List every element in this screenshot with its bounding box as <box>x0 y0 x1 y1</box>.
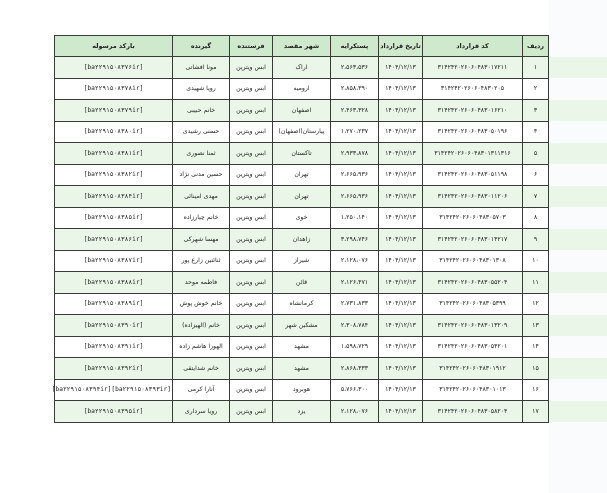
table-cell: ۳،۲۹۸،۷۴۶ <box>331 229 379 251</box>
table-cell: ابس ویترین <box>230 78 273 100</box>
table-cell: ابس ویترین <box>230 121 273 143</box>
table-cell: فاطمه موحد <box>173 272 230 294</box>
table-header <box>55 36 549 57</box>
table-cell: [ba۲۲۹۱۵۰۸۳۹۰ir] <box>55 315 173 337</box>
table-cell: خانم شدایتقی <box>173 358 230 380</box>
table-cell: تهران <box>273 186 331 208</box>
table-cell: [ba۲۲۹۱۵۰۸۳۸۵ir] <box>55 207 173 229</box>
table-cell: ۱۴۰۴/۱۲/۱۳ <box>379 207 423 229</box>
table-cell: ۵،۷۶۶،۳۰۰ <box>331 379 379 401</box>
table-cell: [ba۲۲۹۱۵۰۸۳۸۶ir] <box>55 229 173 251</box>
table-row <box>55 143 549 165</box>
table-cell: ثنائتین زارع پور <box>173 250 230 272</box>
table-cell: ۲،۹۳۳،۸۷۸ <box>331 143 379 165</box>
table-cell: ۳۱۴۲۴۲۰۲۶۰۶۰۴۸۳۰۵۳۹۹ <box>423 293 523 315</box>
column-header: شهر مقصد <box>273 36 331 57</box>
header-row <box>55 36 549 57</box>
row-band <box>549 229 607 251</box>
table-cell: ۱۴۰۴/۱۲/۱۳ <box>379 379 423 401</box>
table-body <box>51 57 549 423</box>
table-cell: حسین مدنی نژاد <box>173 164 230 186</box>
table-cell: شیراز <box>273 250 331 272</box>
table-cell: مهدی امینائی <box>173 186 230 208</box>
table-cell: ۳۱۴۲۴۲۰۲۶۰۶۰۴۸۳۰۱۴۲۱۷ <box>423 229 523 251</box>
table-cell: [ba۲۲۹۱۵۰۸۳۹۲ir] <box>55 358 173 380</box>
table-cell: رویا شهیدی <box>173 78 230 100</box>
table-cell: ابس ویترین <box>230 186 273 208</box>
table-cell: ابس ویترین <box>230 57 273 79</box>
column-header: ردیف <box>523 36 549 57</box>
table-cell: ۳۱۴۲۴۲۰۲۶۰۶۰۴۸۳۰۱۷۲۱۱ <box>423 57 523 79</box>
table-cell: پیارستان(اصفهان) <box>273 121 331 143</box>
row-band <box>549 272 607 294</box>
table-cell: کرمانشاه <box>273 293 331 315</box>
table-cell: [ba۲۲۹۱۵۰۸۳۸۱ir] <box>55 143 173 165</box>
table-cell: تهران <box>273 164 331 186</box>
table-cell: ۲ <box>523 78 549 100</box>
table-cell: ۲،۸۵۸،۳۹۰ <box>331 78 379 100</box>
table-cell: خانم چیارزاده <box>173 207 230 229</box>
table-cell: ۳۱۴۲۴۲۰۲۶۰۶۰۴۸۳۰۱۱۲۰۶ <box>423 186 523 208</box>
table-row <box>55 207 549 229</box>
table-cell: ۱۴۰۴/۱۲/۱۳ <box>379 229 423 251</box>
table-cell: ۱،۲۵۰،۱۴۰ <box>331 207 379 229</box>
row-band <box>549 401 607 423</box>
table-cell: [ba۲۲۹۱۵۰۸۳۹۱ir] <box>55 336 173 358</box>
table-row <box>55 272 549 294</box>
table-cell: ابس ویترین <box>230 293 273 315</box>
table-cell: ۳۱۴۲۴۲۰۲۶۰۶۰۴۸۳۰۱۳۲۰۹ <box>423 315 523 337</box>
table-cell: [ba۲۲۹۱۵۰۸۳۷۶ir] <box>55 57 173 79</box>
table-cell: ۲،۱۲۸،۰۷۶ <box>331 250 379 272</box>
table-cell: ابس ویترین <box>230 229 273 251</box>
table-cell: [ba۲۲۹۱۵۰۸۳۸۲ir] <box>55 164 173 186</box>
table-row <box>55 358 549 380</box>
table-cell: ۷ <box>523 186 549 208</box>
table-row <box>55 100 549 122</box>
table-cell: ۱۳ <box>523 315 549 337</box>
table-cell: ارومیه <box>273 78 331 100</box>
table-cell: ۸ <box>523 207 549 229</box>
table-cell: [ba۲۲۹۱۵۰۸۳۷۸ir] <box>55 78 173 100</box>
table-cell: مهسا شهرکی <box>173 229 230 251</box>
table-cell: الهورا هاشم زاده <box>173 336 230 358</box>
table-cell: ۵ <box>523 143 549 165</box>
table-cell: ۳۱۴۲۴۲۰۲۶۰۶۰۴۸۳۰۵۱۱۹۸ <box>423 164 523 186</box>
table-cell: ۳۱۴۲۴۲۰۲۶۰۶۰۴۸۳۰۱۶۲۱۰ <box>423 100 523 122</box>
row-band <box>549 186 607 208</box>
table-cell: ۱۴۰۴/۱۲/۱۳ <box>379 358 423 380</box>
table-cell: ۲،۱۲۸،۰۷۶ <box>331 401 379 423</box>
table-cell: خوی <box>273 207 331 229</box>
table-cell: ۱۴۰۴/۱۲/۱۳ <box>379 272 423 294</box>
row-band <box>549 315 607 337</box>
table-cell: ۱۱ <box>523 272 549 294</box>
table-cell: ۱۴۰۴/۱۲/۱۳ <box>379 121 423 143</box>
table-cell: [ba۲۲۹۱۵۰۸۳۸۹ir] <box>55 293 173 315</box>
table-cell: ۳۱۴۲۴۲۰۲۶۰۶۰۴۸۳۰۵۵۲۰۴ <box>423 272 523 294</box>
table-cell: هوبرود <box>273 379 331 401</box>
table-cell: ۱،۵۹۸،۷۲۹ <box>331 336 379 358</box>
table-row <box>55 78 549 100</box>
table-cell: ۱۵ <box>523 358 549 380</box>
table-cell: زاهدان <box>273 229 331 251</box>
table-cell: [ba۲۲۹۱۵۰۸۳۸۷ir] <box>55 250 173 272</box>
table-cell: ۱۴۰۴/۱۲/۱۳ <box>379 78 423 100</box>
table-row <box>55 164 549 186</box>
table-cell: ۱۴۰۴/۱۲/۱۳ <box>379 186 423 208</box>
table-cell: [ba۲۲۹۱۵۰۸۳۷۹ir] <box>55 100 173 122</box>
table-row <box>55 336 549 358</box>
table-cell: رویا سرداری <box>173 401 230 423</box>
column-header: بارکد مرسوله <box>55 36 173 57</box>
table-cell: ابس ویترین <box>230 315 273 337</box>
table-cell: ۲،۶۶۵،۹۳۶ <box>331 186 379 208</box>
table-cell: ۱،۲۷۰،۲۳۷ <box>331 121 379 143</box>
table-cell: [ba۲۲۹۱۵۰۸۳۸۴ir] <box>55 186 173 208</box>
table-cell: ابس ویترین <box>230 164 273 186</box>
table-cell: ۲،۵۶۳،۵۳۶ <box>331 57 379 79</box>
table-cell: اصفهان <box>273 100 331 122</box>
row-band <box>549 57 607 79</box>
table-cell: مشکین شهر <box>273 315 331 337</box>
table-cell: ۳۱۴۲۴۲۰۲۶۰۶۰۴۸۳۰۵۷۰۳ <box>423 207 523 229</box>
table-cell: تاکستان <box>273 143 331 165</box>
table-cell: ابس ویترین <box>230 207 273 229</box>
table-cell: [ba۲۲۹۱۵۰۸۳۹۳ir][ba۲۲۹۱۵۰۸۳۹۴ir] <box>55 379 173 401</box>
table-cell: ابس ویترین <box>230 143 273 165</box>
table-cell: [ba۲۲۹۱۵۰۸۳۸۸ir] <box>55 272 173 294</box>
table-cell: ۱۲ <box>523 293 549 315</box>
table-cell: ابس ویترین <box>230 272 273 294</box>
table-cell: ۱۴۰۴/۱۲/۱۳ <box>379 401 423 423</box>
table-cell: [ba۲۲۹۱۵۰۸۳۹۵ir] <box>55 401 173 423</box>
table-cell: خانم خوش پوش <box>173 293 230 315</box>
table-cell: یزد <box>273 401 331 423</box>
table-cell: ۱۴ <box>523 336 549 358</box>
table-row <box>55 293 549 315</box>
column-header: فرستنده <box>230 36 273 57</box>
table-cell: ۱۴۰۴/۱۲/۱۳ <box>379 100 423 122</box>
table-cell: ۲،۶۶۵،۹۳۶ <box>331 164 379 186</box>
table-cell: ۱۷ <box>523 401 549 423</box>
table-cell: ۳ <box>523 100 549 122</box>
row-band <box>549 143 607 165</box>
table-cell: مشهد <box>273 336 331 358</box>
table-cell: ۳۱۴۲۴۲۰۲۶۰۶۰۴۸۳۰۵۴۲۰۱ <box>423 336 523 358</box>
row-band <box>549 100 607 122</box>
table-cell: ۳۱۴۲۴۲۰۲۶۰۶۰۴۸۳۰۵۸۲۰۴ <box>423 401 523 423</box>
table-cell: خانم (الهیزاده) <box>173 315 230 337</box>
column-header: تاریخ قرارداد <box>379 36 423 57</box>
table-cell: ۲،۷۳۱،۸۳۳ <box>331 293 379 315</box>
table-cell: ۲،۳۰۸،۷۸۴ <box>331 315 379 337</box>
table-cell: ابس ویترین <box>230 336 273 358</box>
table-cell: ۹ <box>523 229 549 251</box>
table-cell: ابس ویترین <box>230 250 273 272</box>
table-cell: ۱۴۰۴/۱۲/۱۳ <box>379 336 423 358</box>
table-cell: ۲،۴۶۳،۳۲۸ <box>331 100 379 122</box>
table-row <box>55 229 549 251</box>
table-cell: آنارا کرمی <box>173 379 230 401</box>
table-cell: قائن <box>273 272 331 294</box>
table-cell: ۲،۸۶۸،۳۳۳ <box>331 358 379 380</box>
shipment-table <box>51 35 549 423</box>
column-header: پستکرایه <box>331 36 379 57</box>
table-cell: ۳۱۴۲۴۲۰۲۶۰۶۰۴۸۳۰۲۰۵ <box>423 78 523 100</box>
table-cell: اراک <box>273 57 331 79</box>
table-cell: ابس ویترین <box>230 358 273 380</box>
table-cell: ۳۱۴۲۴۲۰۲۶۰۶۰۴۸۳۰۱۳۰۸ <box>423 250 523 272</box>
table-cell: ۲،۱۲۶،۴۷۱ <box>331 272 379 294</box>
table-cell: ۱۴۰۴/۱۲/۱۳ <box>379 315 423 337</box>
table-cell: ۱۴۰۴/۱۲/۱۳ <box>379 57 423 79</box>
table-cell: ۶ <box>523 164 549 186</box>
table-cell: ثمنا نصوری <box>173 143 230 165</box>
table-cell: [ba۲۲۹۱۵۰۸۳۸۰ir] <box>55 121 173 143</box>
table-row <box>55 379 549 401</box>
column-header: گیرنده <box>173 36 230 57</box>
table-row <box>55 401 549 423</box>
table-cell: ابس ویترین <box>230 401 273 423</box>
table-cell: ۱۴۰۴/۱۲/۱۳ <box>379 293 423 315</box>
table-cell: ۱ <box>523 57 549 79</box>
table-cell: ۱۴۰۴/۱۲/۱۳ <box>379 143 423 165</box>
table-cell: ۴ <box>523 121 549 143</box>
table-cell: ۳۱۴۲۴۲۰۲۶۰۶۰۴۸۳۰۱۰۱۳ <box>423 379 523 401</box>
table-cell: خانم حبیبی <box>173 100 230 122</box>
table-cell: مشهد <box>273 358 331 380</box>
table-cell: ۱۰ <box>523 250 549 272</box>
table-cell: ۱۶ <box>523 379 549 401</box>
table-cell: ابس ویترین <box>230 379 273 401</box>
table-cell: حسنی رشیدی <box>173 121 230 143</box>
table-cell: ۱۴۰۴/۱۲/۱۳ <box>379 250 423 272</box>
table-cell: ۳۱۴۲۴۲۰۲۶۰۶۰۴۸۳۰۱۹۱۲ <box>423 358 523 380</box>
table-cell: ابس ویترین <box>230 100 273 122</box>
table-row <box>55 250 549 272</box>
table-cell: ۱۴۰۴/۱۲/۱۳ <box>379 164 423 186</box>
table-row <box>55 121 549 143</box>
row-band <box>549 358 607 380</box>
table-cell: مونا افشاتی <box>173 57 230 79</box>
table-row <box>55 315 549 337</box>
column-header: کد قرارداد <box>423 36 523 57</box>
table-row <box>55 57 549 79</box>
table-cell: ۳۱۴۲۴۲۰۲۶۰۶۰۴۸۳۰۱۳۱۱۳۱۶ <box>423 143 523 165</box>
table-cell: ۳۱۴۲۴۲۰۲۶۰۶۰۴۸۳۰۵۰۱۹۶ <box>423 121 523 143</box>
table-row <box>55 186 549 208</box>
